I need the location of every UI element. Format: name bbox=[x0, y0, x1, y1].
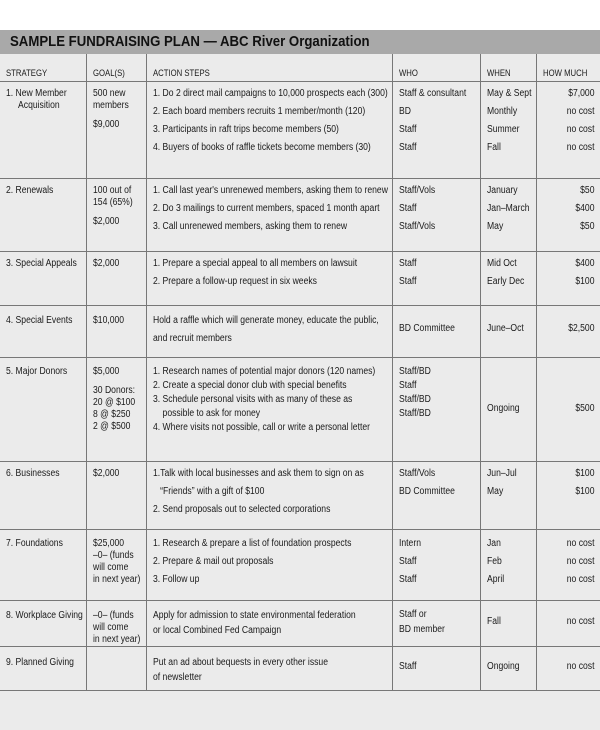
who-line: Staff bbox=[398, 203, 417, 214]
goals-cell bbox=[86, 530, 146, 601]
when-line: May bbox=[486, 221, 503, 232]
who-line: Staff bbox=[398, 124, 417, 135]
table-row bbox=[0, 358, 600, 462]
when-line: Ongoing bbox=[486, 661, 520, 672]
table-row bbox=[0, 306, 600, 358]
goals-cell bbox=[86, 306, 146, 358]
cost-line: $100 bbox=[574, 468, 594, 479]
action-step: Hold a raffle which will generate money, educate the public, bbox=[152, 315, 379, 326]
action-step: 2. Send proposals out to selected corporations bbox=[152, 504, 330, 515]
who-line: Staff/BD bbox=[398, 366, 431, 377]
when-cell bbox=[480, 462, 536, 530]
cost-line: no cost bbox=[566, 556, 594, 567]
how-much-cell bbox=[536, 82, 600, 179]
when-line: Jan–March bbox=[486, 203, 530, 214]
who-cell bbox=[392, 252, 480, 306]
strategy-line: 4. Special Events bbox=[6, 315, 73, 326]
cost-line: $2,500 bbox=[567, 322, 594, 334]
cost-line: no cost bbox=[566, 124, 594, 135]
action-steps-cell bbox=[146, 462, 392, 530]
who-line: Staff bbox=[398, 142, 417, 153]
goals-cell bbox=[86, 358, 146, 462]
goal-line: 8 @ $250 bbox=[92, 409, 130, 420]
strategy-cell bbox=[0, 647, 86, 691]
column-header-strategy: STRATEGY bbox=[0, 54, 86, 82]
when-line: Summer bbox=[486, 124, 520, 135]
action-steps-cell bbox=[146, 306, 392, 358]
goal-line: 100 out of bbox=[92, 185, 131, 196]
cost-line: no cost bbox=[566, 661, 594, 672]
action-step: “Friends” with a gift of $100 bbox=[152, 486, 264, 497]
strategy-cell bbox=[0, 179, 86, 252]
cost-line: no cost bbox=[566, 142, 594, 153]
how-much-cell bbox=[536, 601, 600, 647]
cost-line: $500 bbox=[574, 402, 594, 414]
strategy-cell bbox=[0, 252, 86, 306]
who-line: BD Committee bbox=[398, 322, 455, 334]
who-line: BD Committee bbox=[398, 486, 455, 497]
when-cell bbox=[480, 530, 536, 601]
who-line: Staff/BD bbox=[398, 408, 431, 419]
cost-line: $50 bbox=[579, 221, 594, 232]
when-line: June–Oct bbox=[486, 322, 524, 334]
strategy-line: Acquisition bbox=[18, 100, 60, 111]
strategy-cell bbox=[0, 82, 86, 179]
column-header-how-much: HOW MUCH bbox=[536, 54, 600, 82]
who-line: Staff/Vols bbox=[398, 468, 435, 479]
who-line: Staff or bbox=[398, 608, 427, 620]
who-line: Staff bbox=[398, 276, 417, 287]
table-row bbox=[0, 462, 600, 530]
action-step: 4. Where visits not possible, call or write a personal letter bbox=[152, 422, 370, 433]
when-line: Fall bbox=[486, 616, 501, 627]
how-much-cell bbox=[536, 179, 600, 252]
when-line: Jan bbox=[486, 538, 501, 549]
when-line: May bbox=[486, 486, 503, 497]
strategy-line: 2. Renewals bbox=[6, 185, 54, 196]
when-cell bbox=[480, 179, 536, 252]
goals-cell bbox=[86, 82, 146, 179]
when-line: January bbox=[486, 185, 518, 196]
cost-line: $400 bbox=[574, 203, 594, 214]
who-line: Staff/Vols bbox=[398, 221, 435, 232]
who-line: Staff bbox=[398, 574, 417, 585]
action-steps-cell bbox=[146, 358, 392, 462]
when-line: Fall bbox=[486, 142, 501, 153]
when-line: Ongoing bbox=[486, 402, 520, 414]
goal-line: –0– (funds bbox=[92, 610, 134, 621]
goal-line: in next year) bbox=[92, 574, 140, 585]
strategy-cell bbox=[0, 530, 86, 601]
when-line: Jun–Jul bbox=[486, 468, 517, 479]
when-cell bbox=[480, 647, 536, 691]
action-steps-cell bbox=[146, 647, 392, 691]
action-step: 2. Prepare & mail out proposals bbox=[152, 556, 273, 567]
strategy-cell bbox=[0, 601, 86, 647]
who-line: Intern bbox=[398, 538, 421, 549]
goal-line: 2 @ $500 bbox=[92, 421, 130, 432]
column-header-action-steps: ACTION STEPS bbox=[146, 54, 392, 82]
action-step: 3. Call unrenewed members, asking them to renew bbox=[152, 221, 347, 232]
cost-line: no cost bbox=[566, 616, 594, 627]
who-line: Staff bbox=[398, 661, 417, 672]
cost-line: $50 bbox=[579, 185, 594, 196]
action-steps-cell bbox=[146, 530, 392, 601]
strategy-line: 6. Businesses bbox=[6, 468, 60, 479]
goals-cell bbox=[86, 601, 146, 647]
goal-line: members bbox=[92, 100, 129, 111]
who-cell bbox=[392, 647, 480, 691]
strategy-line: 7. Foundations bbox=[6, 538, 63, 549]
goal-line bbox=[93, 378, 139, 385]
how-much-cell bbox=[536, 306, 600, 358]
action-step: 3. Participants in raft trips become members (50) bbox=[152, 124, 339, 135]
action-step: 2. Create a special donor club with special benefits bbox=[152, 380, 347, 391]
cost-line: no cost bbox=[566, 574, 594, 585]
when-line: Mid Oct bbox=[486, 258, 517, 269]
goal-line bbox=[93, 112, 139, 119]
table-row bbox=[0, 601, 600, 647]
when-cell bbox=[480, 82, 536, 179]
who-cell bbox=[392, 358, 480, 462]
table-row bbox=[0, 179, 600, 252]
action-step: 1. Research names of potential major donors (120 names) bbox=[152, 366, 375, 377]
strategy-cell bbox=[0, 358, 86, 462]
who-line: Staff bbox=[398, 380, 417, 391]
action-step: or local Combined Fed Campaign bbox=[152, 625, 281, 636]
table-row bbox=[0, 82, 600, 179]
who-line: Staff/BD bbox=[398, 394, 431, 405]
action-step: 1. Call last year's unrenewed members, asking them to renew bbox=[152, 185, 388, 196]
action-step: 3. Schedule personal visits with as many of these as bbox=[152, 394, 352, 405]
action-step: Apply for admission to state environmental federation bbox=[152, 610, 356, 621]
strategy-cell bbox=[0, 462, 86, 530]
when-cell bbox=[480, 601, 536, 647]
goal-line: 154 (65%) bbox=[92, 197, 133, 208]
table-row bbox=[0, 530, 600, 601]
how-much-cell bbox=[536, 647, 600, 691]
who-line: Staff/Vols bbox=[398, 185, 435, 196]
strategy-line: 9. Planned Giving bbox=[6, 657, 74, 668]
action-steps-cell bbox=[146, 179, 392, 252]
action-step: 1. Research & prepare a list of foundation prospects bbox=[152, 538, 351, 549]
when-line: April bbox=[486, 574, 504, 585]
who-line: Staff bbox=[398, 556, 417, 567]
strategy-cell bbox=[0, 306, 86, 358]
who-cell bbox=[392, 82, 480, 179]
who-cell bbox=[392, 601, 480, 647]
goals-cell bbox=[86, 252, 146, 306]
cost-line: no cost bbox=[566, 538, 594, 549]
action-step: 1.Talk with local businesses and ask them to sign on as bbox=[152, 468, 364, 479]
action-step: 4. Buyers of books of raffle tickets become members (30) bbox=[152, 142, 371, 153]
how-much-cell bbox=[536, 358, 600, 462]
goal-line: 20 @ $100 bbox=[92, 397, 135, 408]
action-step: possible to ask for money bbox=[152, 408, 260, 419]
goal-line: $5,000 bbox=[92, 366, 119, 377]
cost-line: $100 bbox=[574, 486, 594, 497]
who-line: Staff bbox=[398, 258, 417, 269]
table-row bbox=[0, 252, 600, 306]
who-line: BD member bbox=[398, 623, 445, 635]
cost-line: $100 bbox=[574, 276, 594, 287]
table-row bbox=[0, 647, 600, 691]
column-header-goals: GOAL(S) bbox=[86, 54, 146, 82]
goals-cell bbox=[86, 179, 146, 252]
action-steps-cell bbox=[146, 252, 392, 306]
goal-line: 500 new bbox=[92, 88, 126, 99]
action-step: of newsletter bbox=[152, 672, 202, 683]
goal-line: in next year) bbox=[92, 634, 140, 645]
goal-line: $2,000 bbox=[92, 216, 119, 227]
goal-line: $2,000 bbox=[92, 468, 119, 479]
action-step: 1. Do 2 direct mail campaigns to 10,000 prospects each (300) bbox=[152, 88, 388, 99]
strategy-line: 1. New Member bbox=[6, 88, 67, 99]
when-line: May & Sept bbox=[486, 88, 531, 99]
who-cell bbox=[392, 179, 480, 252]
action-step: 2. Each board members recruits 1 member/month (120) bbox=[152, 106, 365, 117]
who-line: BD bbox=[398, 106, 411, 117]
goal-line: $10,000 bbox=[92, 315, 124, 326]
goals-cell bbox=[86, 647, 146, 691]
action-step: 1. Prepare a special appeal to all members on lawsuit bbox=[152, 258, 357, 269]
when-line: Early Dec bbox=[486, 276, 524, 287]
who-cell bbox=[392, 530, 480, 601]
column-header-who: WHO bbox=[392, 54, 480, 82]
when-cell bbox=[480, 306, 536, 358]
page-title: SAMPLE FUNDRAISING PLAN — ABC River Organization bbox=[10, 33, 370, 50]
goals-cell bbox=[86, 462, 146, 530]
action-step: 2. Prepare a follow-up request in six weeks bbox=[152, 276, 317, 287]
when-line: Feb bbox=[486, 556, 502, 567]
goal-line: 30 Donors: bbox=[92, 385, 135, 396]
fundraising-plan-table bbox=[0, 54, 600, 691]
who-cell bbox=[392, 462, 480, 530]
strategy-line: 3. Special Appeals bbox=[6, 258, 77, 269]
when-cell bbox=[480, 358, 536, 462]
when-line: Monthly bbox=[486, 106, 517, 117]
goal-line: $25,000 bbox=[92, 538, 124, 549]
goal-line bbox=[93, 209, 139, 216]
action-step: and recruit members bbox=[152, 333, 232, 344]
strategy-line: 8. Workplace Giving bbox=[6, 610, 83, 621]
action-steps-cell bbox=[146, 82, 392, 179]
plan-sheet bbox=[0, 54, 600, 730]
action-step: 2. Do 3 mailings to current members, spaced 1 month apart bbox=[152, 203, 380, 214]
how-much-cell bbox=[536, 462, 600, 530]
when-cell bbox=[480, 252, 536, 306]
column-header-when: WHEN bbox=[480, 54, 536, 82]
goal-line: $2,000 bbox=[92, 258, 119, 269]
cost-line: $400 bbox=[574, 258, 594, 269]
action-steps-cell bbox=[146, 601, 392, 647]
title-bar bbox=[0, 30, 600, 54]
cost-line: $7,000 bbox=[567, 88, 594, 99]
goal-line: –0– (funds bbox=[92, 550, 134, 561]
action-step: Put an ad about bequests in every other issue bbox=[152, 657, 328, 668]
goal-line: will come bbox=[92, 622, 128, 633]
header-row bbox=[0, 54, 600, 82]
who-cell bbox=[392, 306, 480, 358]
goal-line: will come bbox=[92, 562, 128, 573]
goal-line: $9,000 bbox=[92, 119, 119, 130]
cost-line: no cost bbox=[566, 106, 594, 117]
strategy-line: 5. Major Donors bbox=[6, 366, 68, 377]
action-step: 3. Follow up bbox=[152, 574, 199, 585]
how-much-cell bbox=[536, 530, 600, 601]
who-line: Staff & consultant bbox=[398, 88, 466, 99]
how-much-cell bbox=[536, 252, 600, 306]
